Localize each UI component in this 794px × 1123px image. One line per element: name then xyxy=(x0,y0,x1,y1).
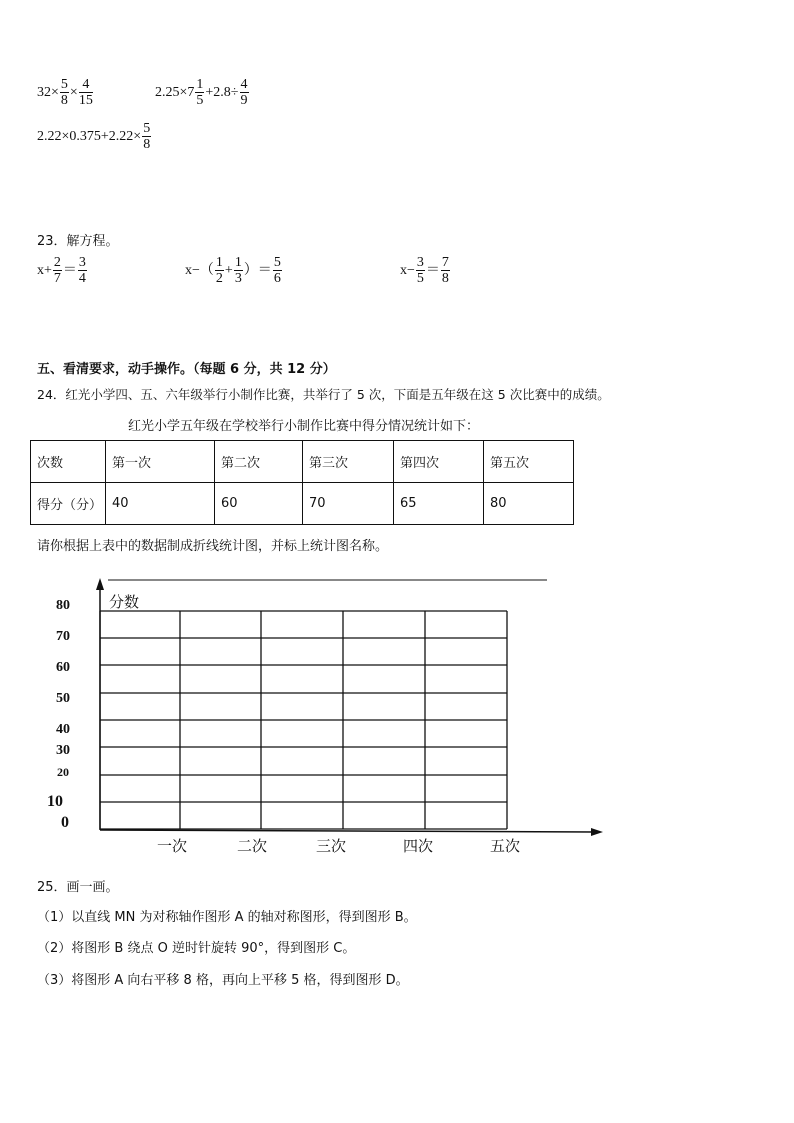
fraction: $\frac{4}{15}$ xyxy=(78,77,93,108)
y-tick-label: 80 xyxy=(56,598,70,613)
x-axis-arrow xyxy=(591,828,603,836)
q25-item: （2）将图形 B 绕点 O 逆时针旋转 90°，得到图形 C。 xyxy=(37,941,356,956)
x-tick-label: 四次 xyxy=(403,837,434,855)
expression-3: 2.22×0.375+2.22× $\frac{5}{8}$ xyxy=(37,121,151,152)
q25-item: （1）以直线 MN 为对称轴作图形 A 的轴对称图形，得到图形 B。 xyxy=(37,910,417,925)
x-tick-label: 一次 xyxy=(157,837,188,855)
table-cell: 第五次 xyxy=(484,441,574,483)
table-cell: 第四次 xyxy=(394,441,484,483)
table-cell: 80 xyxy=(484,483,574,525)
y-axis-label: 分数 xyxy=(109,593,140,611)
score-table xyxy=(30,440,574,525)
section-5-title: 五、看清要求，动手操作。（每题 6 分，共 12 分） xyxy=(37,362,336,377)
fraction: $\frac{4}{9}$ xyxy=(240,77,248,108)
fraction: $\frac{5}{8}$ xyxy=(143,121,151,152)
table-cell: 得分（分） xyxy=(31,483,106,525)
q23-title: 23．解方程。 xyxy=(37,234,119,249)
x-tick-label: 二次 xyxy=(237,837,268,855)
y-tick-label: 20 xyxy=(57,765,69,779)
x-tick-label: 五次 xyxy=(490,837,521,855)
equation-1: x+ $\frac{2}{7}$ ＝ $\frac{3}{4}$ xyxy=(37,255,86,286)
expression-1: 32× $\frac{5}{8}$ × $\frac{4}{15}$ xyxy=(37,77,93,108)
y-tick-label: 60 xyxy=(56,660,70,675)
y-tick-label: 50 xyxy=(56,691,70,706)
fraction: $\frac{5}{8}$ xyxy=(60,77,68,108)
y-tick-label: 10 xyxy=(47,793,63,810)
q24-text: 24．红光小学四、五、六年级举行小制作比赛，共举行了 5 次，下面是五年级在这 5 次比赛中的成绩。 xyxy=(37,387,610,402)
table-cell: 次数 xyxy=(31,441,106,483)
table-caption: 红光小学五年级在学校举行小制作比赛中得分情况统计如下： xyxy=(128,419,480,434)
x-axis xyxy=(100,830,595,832)
equation-3: x− $\frac{3}{5}$ ＝ $\frac{7}{8}$ xyxy=(400,255,449,286)
q25-title: 25．画一画。 xyxy=(37,880,119,895)
y-axis-arrow xyxy=(96,578,104,590)
y-tick-label: 0 xyxy=(61,814,69,831)
table-cell: 第一次 xyxy=(106,441,215,483)
q25-item: （3）将图形 A 向右平移 8 格，再向上平移 5 格，得到图形 D。 xyxy=(37,973,409,988)
table-cell: 第三次 xyxy=(303,441,394,483)
table-cell: 第二次 xyxy=(215,441,303,483)
table-cell: 70 xyxy=(303,483,394,525)
chart-grid xyxy=(100,611,507,829)
x-tick-label: 三次 xyxy=(316,837,347,855)
equation-2: x−（ $\frac{1}{2}$ + $\frac{1}{3}$ ）＝ $\frac{5}{6}$ xyxy=(185,255,281,286)
fraction: $\frac{1}{5}$ xyxy=(196,77,204,108)
chart-instruction: 请你根据上表中的数据制成折线统计图，并标上统计图名称。 xyxy=(37,539,389,554)
table-cell: 40 xyxy=(106,483,215,525)
table-cell: 60 xyxy=(215,483,303,525)
table-header-row xyxy=(31,441,574,483)
y-tick-label: 40 xyxy=(56,722,70,737)
y-tick-label: 70 xyxy=(56,629,70,644)
y-tick-label: 30 xyxy=(56,743,70,758)
expression-2: 2.25×7 $\frac{1}{5}$ +2.8÷ $\frac{4}{9}$ xyxy=(155,77,248,108)
table-cell: 65 xyxy=(394,483,484,525)
table-row xyxy=(31,483,574,525)
